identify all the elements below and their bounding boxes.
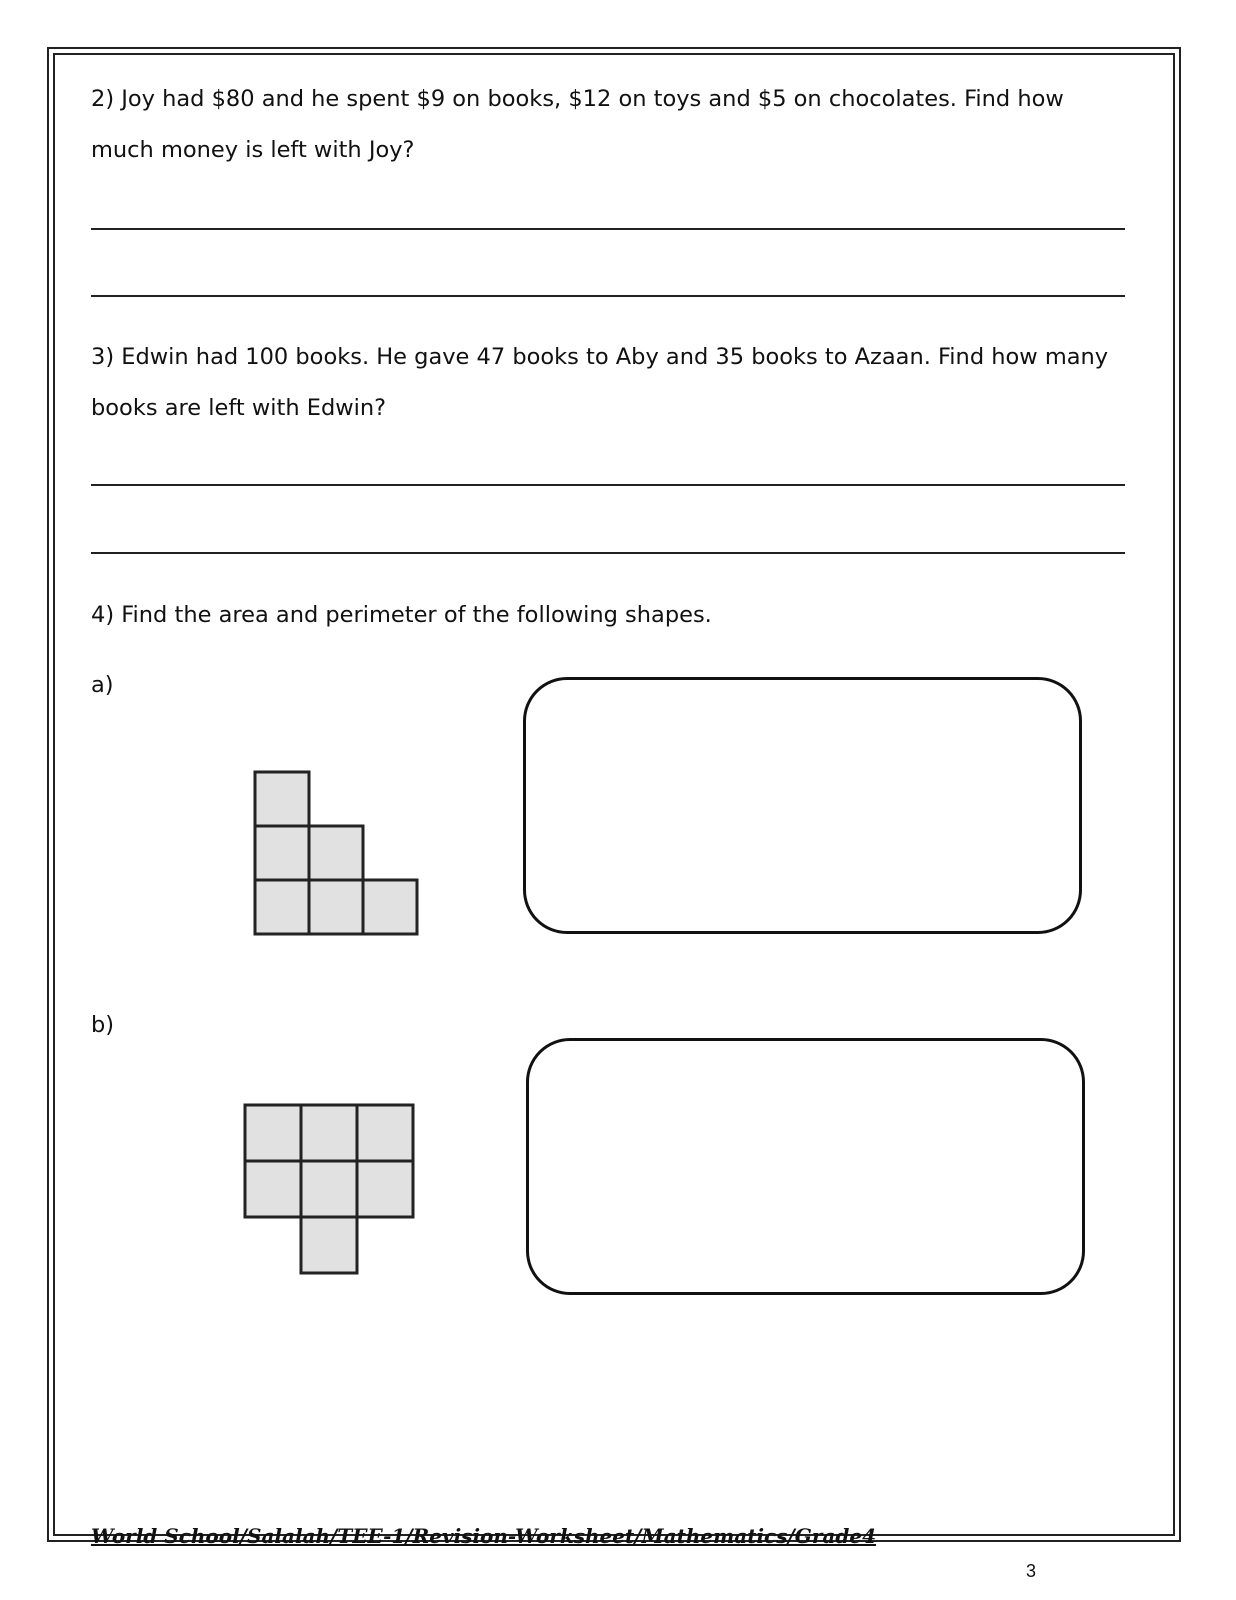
unit-square xyxy=(255,826,309,880)
footer-text: World School/Salalah/TEE-1/Revision-Worksheet/Mathematics/Grade4 xyxy=(91,1524,876,1548)
staircase-shape xyxy=(250,768,422,940)
answer-line[interactable] xyxy=(91,552,1125,554)
part-b-label: b) xyxy=(91,1012,115,1038)
answer-line[interactable] xyxy=(91,484,1125,486)
answer-line[interactable] xyxy=(91,295,1125,297)
page-number: 3 xyxy=(1026,1561,1037,1581)
answer-box-a[interactable] xyxy=(523,677,1082,934)
t-shape xyxy=(240,1100,418,1278)
unit-square xyxy=(357,1105,413,1161)
question-2-text: 2) Joy had $80 and he spent $9 on books, $12 on toys and $5 on chocolates. Find how much money is left with Joy? xyxy=(91,86,1064,163)
unit-square xyxy=(309,826,363,880)
question-3-text: 3) Edwin had 100 books. He gave 47 books to Aby and 35 books to Azaan. Find how many books are left with Edwin? xyxy=(91,344,1109,421)
unit-square xyxy=(245,1161,301,1217)
unit-square xyxy=(255,880,309,934)
unit-square xyxy=(301,1105,357,1161)
answer-line[interactable] xyxy=(91,228,1125,230)
unit-square xyxy=(357,1161,413,1217)
unit-square xyxy=(363,880,417,934)
answer-box-b[interactable] xyxy=(526,1038,1085,1295)
unit-square xyxy=(255,772,309,826)
unit-square xyxy=(245,1105,301,1161)
part-a-label: a) xyxy=(91,672,114,698)
unit-square xyxy=(301,1217,357,1273)
question-4-text: 4) Find the area and perimeter of the following shapes. xyxy=(91,602,712,628)
unit-square xyxy=(301,1161,357,1217)
unit-square xyxy=(309,880,363,934)
